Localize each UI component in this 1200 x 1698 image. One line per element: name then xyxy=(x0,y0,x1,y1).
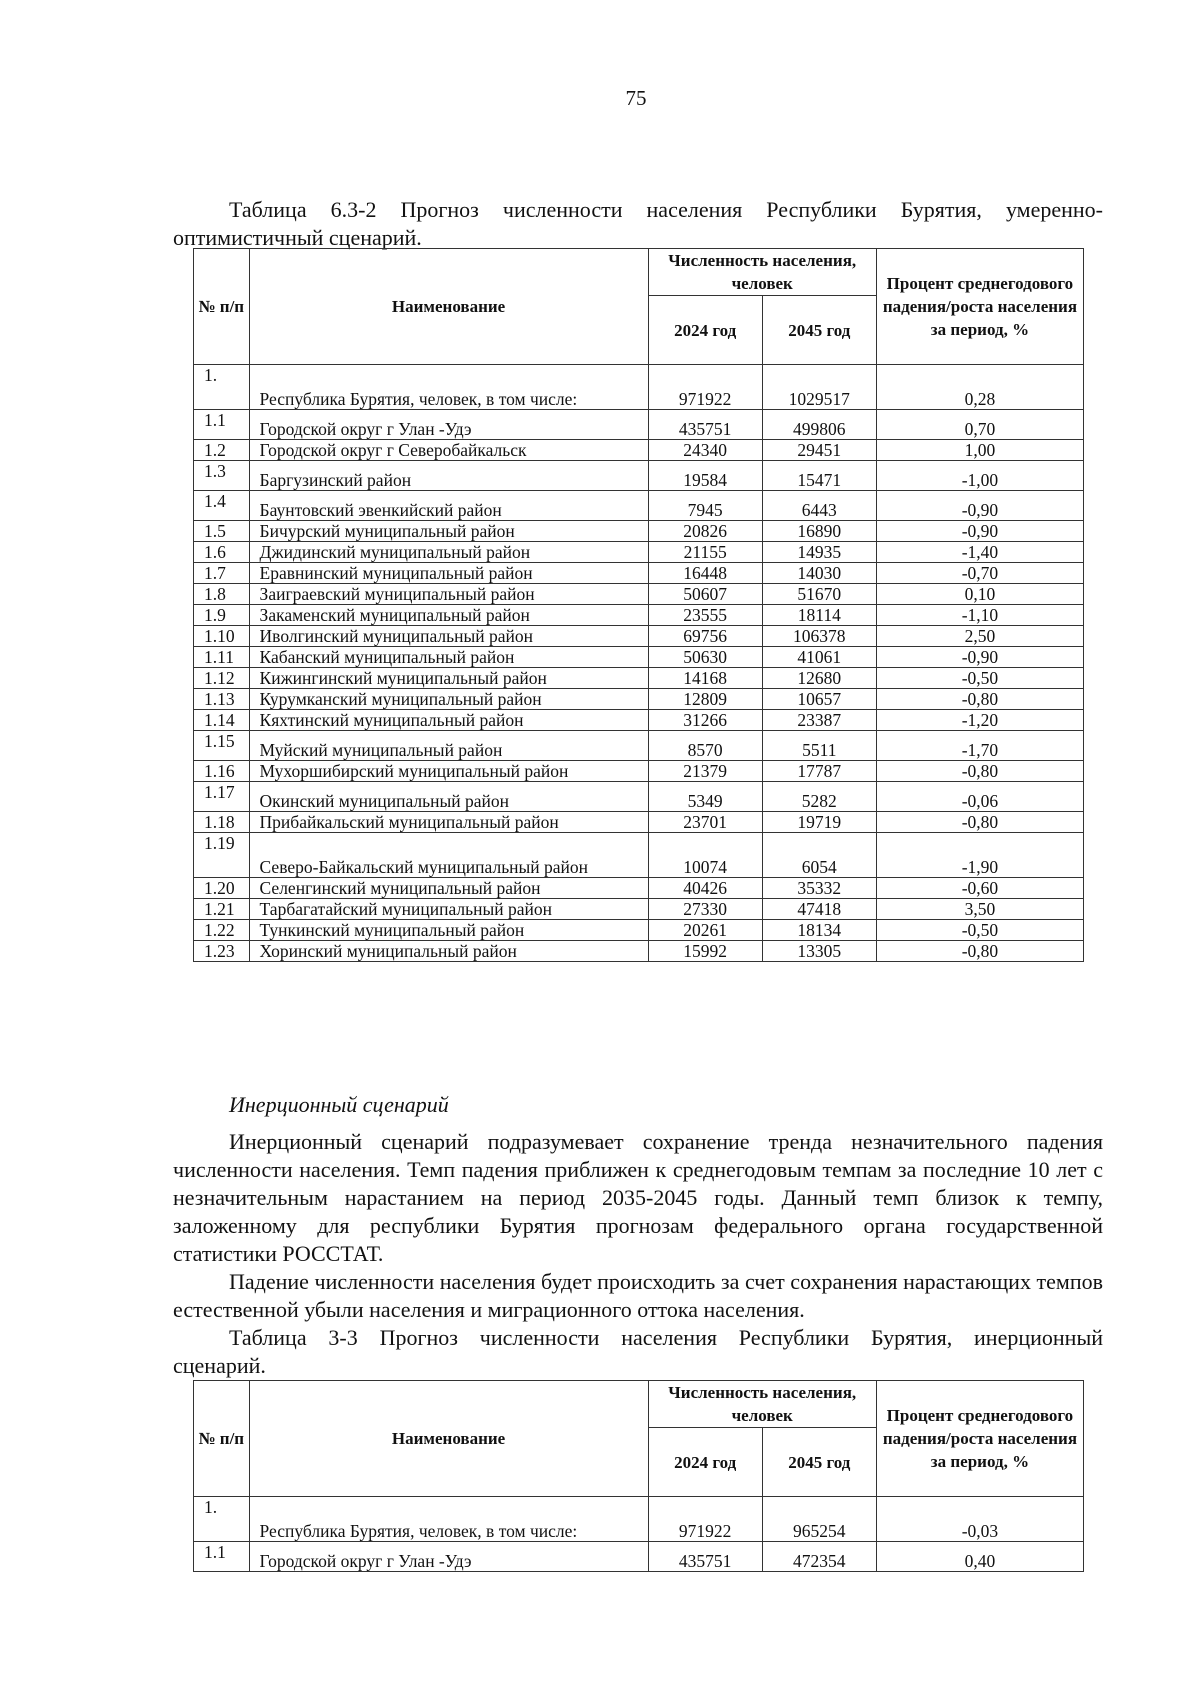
table-row xyxy=(194,689,1084,710)
row-name: Баунтовский эвенкийский район xyxy=(249,491,648,521)
row-value-2045: 19719 xyxy=(762,812,876,833)
row-number: 1.8 xyxy=(194,584,250,605)
row-name: Республика Бурятия, человек, в том числе: xyxy=(249,1497,648,1542)
row-name: Кяхтинский муниципальный район xyxy=(249,710,648,731)
header-2045: 2045 год xyxy=(762,1428,876,1497)
row-percent: 0,70 xyxy=(876,410,1083,440)
table-row xyxy=(194,782,1084,812)
paragraph-2 xyxy=(173,1268,1103,1324)
row-percent: -0,90 xyxy=(876,491,1083,521)
row-value-2045: 41061 xyxy=(762,647,876,668)
row-value-2045: 6443 xyxy=(762,491,876,521)
row-percent: -1,40 xyxy=(876,542,1083,563)
row-value-2045: 1029517 xyxy=(762,365,876,410)
table1-caption xyxy=(173,196,1103,252)
row-value-2024: 5349 xyxy=(648,782,762,812)
row-number: 1.9 xyxy=(194,605,250,626)
header-population: Численность населения, человек xyxy=(648,1381,876,1428)
row-number: 1.18 xyxy=(194,812,250,833)
table-row xyxy=(194,710,1084,731)
row-number: 1.10 xyxy=(194,626,250,647)
section-heading: Инерционный сценарий xyxy=(229,1092,449,1117)
row-value-2045: 17787 xyxy=(762,761,876,782)
row-value-2045: 965254 xyxy=(762,1497,876,1542)
row-name: Городской округ г Северобайкальск xyxy=(249,440,648,461)
row-value-2045: 51670 xyxy=(762,584,876,605)
table-row xyxy=(194,626,1084,647)
row-percent: -0,80 xyxy=(876,941,1083,962)
header-2024: 2024 год xyxy=(648,296,762,365)
row-value-2024: 21155 xyxy=(648,542,762,563)
population-table-inertial xyxy=(193,1380,1084,1572)
row-value-2024: 435751 xyxy=(648,410,762,440)
row-value-2024: 8570 xyxy=(648,731,762,761)
row-value-2045: 18114 xyxy=(762,605,876,626)
header-percent: Процент среднегодового падения/роста населения за период, % xyxy=(876,1381,1083,1497)
table2-caption-line2: сценарий. xyxy=(173,1353,266,1378)
row-name: Баргузинский район xyxy=(249,461,648,491)
row-number: 1.12 xyxy=(194,668,250,689)
row-name: Городской округ г Улан -Удэ xyxy=(249,410,648,440)
row-number: 1.19 xyxy=(194,833,250,878)
table-row xyxy=(194,941,1084,962)
header-name: Наименование xyxy=(249,249,648,365)
row-value-2045: 23387 xyxy=(762,710,876,731)
row-name: Заиграевский муниципальный район xyxy=(249,584,648,605)
row-value-2024: 69756 xyxy=(648,626,762,647)
row-value-2024: 23701 xyxy=(648,812,762,833)
row-value-2045: 47418 xyxy=(762,899,876,920)
table-row xyxy=(194,563,1084,584)
table-row xyxy=(194,410,1084,440)
table-row xyxy=(194,461,1084,491)
population-table-moderate xyxy=(193,248,1084,962)
table1-caption-line1: Таблица 6.3-2 Прогноз численности населения Республики Бурятия, умеренно- xyxy=(229,197,1103,222)
row-name: Республика Бурятия, человек, в том числе: xyxy=(249,365,648,410)
row-name: Тункинский муниципальный район xyxy=(249,920,648,941)
row-value-2024: 27330 xyxy=(648,899,762,920)
row-number: 1.2 xyxy=(194,440,250,461)
row-percent: -1,20 xyxy=(876,710,1083,731)
paragraph-1 xyxy=(173,1128,1103,1268)
header-2024: 2024 год xyxy=(648,1428,762,1497)
table-row xyxy=(194,542,1084,563)
header-2045: 2045 год xyxy=(762,296,876,365)
row-percent: -0,60 xyxy=(876,878,1083,899)
row-value-2024: 7945 xyxy=(648,491,762,521)
row-percent: -0,90 xyxy=(876,521,1083,542)
row-percent: -0,50 xyxy=(876,920,1083,941)
row-name: Мухоршибирский муниципальный район xyxy=(249,761,648,782)
table-row xyxy=(194,1497,1084,1542)
table-row xyxy=(194,584,1084,605)
row-percent: 0,28 xyxy=(876,365,1083,410)
row-number: 1.14 xyxy=(194,710,250,731)
row-value-2024: 21379 xyxy=(648,761,762,782)
row-value-2024: 23555 xyxy=(648,605,762,626)
row-name: Кабанский муниципальный район xyxy=(249,647,648,668)
row-number: 1.22 xyxy=(194,920,250,941)
row-number: 1.5 xyxy=(194,521,250,542)
table-row xyxy=(194,365,1084,410)
header-num: № п/п xyxy=(194,1381,250,1497)
row-value-2024: 24340 xyxy=(648,440,762,461)
table-row xyxy=(194,731,1084,761)
table2-caption-line1: Таблица 3-3 Прогноз численности населения Республики Бурятия, инерционный xyxy=(229,1325,1103,1350)
row-number: 1.7 xyxy=(194,563,250,584)
table-row xyxy=(194,440,1084,461)
table1-caption-line2: оптимистичный сценарий. xyxy=(173,225,422,250)
row-percent: -1,90 xyxy=(876,833,1083,878)
row-value-2024: 20826 xyxy=(648,521,762,542)
row-value-2045: 106378 xyxy=(762,626,876,647)
row-number: 1. xyxy=(194,1497,250,1542)
row-percent: -0,06 xyxy=(876,782,1083,812)
row-name: Еравнинский муниципальный район xyxy=(249,563,648,584)
row-name: Прибайкальский муниципальный район xyxy=(249,812,648,833)
table-row xyxy=(194,1542,1084,1572)
row-name: Селенгинский муниципальный район xyxy=(249,878,648,899)
row-name: Хоринский муниципальный район xyxy=(249,941,648,962)
row-value-2045: 6054 xyxy=(762,833,876,878)
row-value-2045: 5282 xyxy=(762,782,876,812)
row-percent: -0,50 xyxy=(876,668,1083,689)
row-name: Северо-Байкальский муниципальный район xyxy=(249,833,648,878)
row-value-2024: 40426 xyxy=(648,878,762,899)
row-number: 1.4 xyxy=(194,491,250,521)
row-value-2045: 18134 xyxy=(762,920,876,941)
row-number: 1.11 xyxy=(194,647,250,668)
row-value-2024: 19584 xyxy=(648,461,762,491)
table-row xyxy=(194,668,1084,689)
row-value-2045: 5511 xyxy=(762,731,876,761)
row-name: Бичурский муниципальный район xyxy=(249,521,648,542)
row-number: 1.21 xyxy=(194,899,250,920)
table-row xyxy=(194,521,1084,542)
row-percent: -1,70 xyxy=(876,731,1083,761)
row-value-2045: 14030 xyxy=(762,563,876,584)
row-name: Окинский муниципальный район xyxy=(249,782,648,812)
row-percent: 2,50 xyxy=(876,626,1083,647)
row-value-2024: 31266 xyxy=(648,710,762,731)
row-number: 1.13 xyxy=(194,689,250,710)
table-row xyxy=(194,899,1084,920)
row-value-2024: 50607 xyxy=(648,584,762,605)
row-value-2045: 12680 xyxy=(762,668,876,689)
row-name: Муйский муниципальный район xyxy=(249,731,648,761)
table-row xyxy=(194,878,1084,899)
row-value-2024: 10074 xyxy=(648,833,762,878)
row-percent: -0,80 xyxy=(876,761,1083,782)
row-value-2024: 50630 xyxy=(648,647,762,668)
row-name: Курумканский муниципальный район xyxy=(249,689,648,710)
row-value-2024: 15992 xyxy=(648,941,762,962)
row-value-2024: 971922 xyxy=(648,1497,762,1542)
row-percent: 1,00 xyxy=(876,440,1083,461)
row-value-2045: 29451 xyxy=(762,440,876,461)
row-value-2045: 16890 xyxy=(762,521,876,542)
row-percent: -0,03 xyxy=(876,1497,1083,1542)
row-value-2045: 15471 xyxy=(762,461,876,491)
row-name: Закаменский муниципальный район xyxy=(249,605,648,626)
table-row xyxy=(194,647,1084,668)
table-row xyxy=(194,491,1084,521)
table-row xyxy=(194,761,1084,782)
row-value-2045: 14935 xyxy=(762,542,876,563)
header-num: № п/п xyxy=(194,249,250,365)
row-value-2024: 435751 xyxy=(648,1542,762,1572)
row-number: 1.6 xyxy=(194,542,250,563)
row-name: Кижингинский муниципальный район xyxy=(249,668,648,689)
table-row xyxy=(194,605,1084,626)
row-number: 1.1 xyxy=(194,410,250,440)
row-value-2045: 472354 xyxy=(762,1542,876,1572)
row-value-2045: 10657 xyxy=(762,689,876,710)
row-name: Иволгинский муниципальный район xyxy=(249,626,648,647)
row-value-2024: 14168 xyxy=(648,668,762,689)
row-number: 1.16 xyxy=(194,761,250,782)
paragraph-1-text: Инерционный сценарий подразумевает сохранение тренда незначительного падения численности населения. Темп падения приближен к среднегодовым темпам за последние 10 лет с незначительным нарастанием на период 2035-2045 годы. Данный темп близок к темпу, заложенному для республики Бурятия прогнозам федерального органа государственной статистики РОССТАТ. xyxy=(173,1129,1103,1266)
row-percent: -0,90 xyxy=(876,647,1083,668)
row-value-2024: 20261 xyxy=(648,920,762,941)
row-percent: -1,00 xyxy=(876,461,1083,491)
row-percent: -1,10 xyxy=(876,605,1083,626)
page-number: 75 xyxy=(625,86,647,110)
row-value-2045: 499806 xyxy=(762,410,876,440)
row-percent: -0,80 xyxy=(876,812,1083,833)
row-name: Тарбагатайский муниципальный район xyxy=(249,899,648,920)
row-name: Джидинский муниципальный район xyxy=(249,542,648,563)
row-number: 1.1 xyxy=(194,1542,250,1572)
row-number: 1.20 xyxy=(194,878,250,899)
table2-caption xyxy=(173,1324,1103,1380)
table-row xyxy=(194,833,1084,878)
row-value-2045: 35332 xyxy=(762,878,876,899)
row-number: 1.23 xyxy=(194,941,250,962)
table-row xyxy=(194,920,1084,941)
row-percent: 0,40 xyxy=(876,1542,1083,1572)
table-row xyxy=(194,812,1084,833)
row-number: 1. xyxy=(194,365,250,410)
row-value-2024: 16448 xyxy=(648,563,762,584)
paragraph-2-text: Падение численности населения будет происходить за счет сохранения нарастающих темпов естественной убыли населения и миграционного оттока населения. xyxy=(173,1269,1103,1322)
row-value-2024: 12809 xyxy=(648,689,762,710)
row-value-2045: 13305 xyxy=(762,941,876,962)
header-percent: Процент среднегодового падения/роста населения за период, % xyxy=(876,249,1083,365)
header-population: Численность населения, человек xyxy=(648,249,876,296)
row-percent: 0,10 xyxy=(876,584,1083,605)
row-number: 1.3 xyxy=(194,461,250,491)
row-percent: 3,50 xyxy=(876,899,1083,920)
row-percent: -0,80 xyxy=(876,689,1083,710)
row-name: Городской округ г Улан -Удэ xyxy=(249,1542,648,1572)
row-number: 1.17 xyxy=(194,782,250,812)
row-percent: -0,70 xyxy=(876,563,1083,584)
header-name: Наименование xyxy=(249,1381,648,1497)
row-value-2024: 971922 xyxy=(648,365,762,410)
row-number: 1.15 xyxy=(194,731,250,761)
